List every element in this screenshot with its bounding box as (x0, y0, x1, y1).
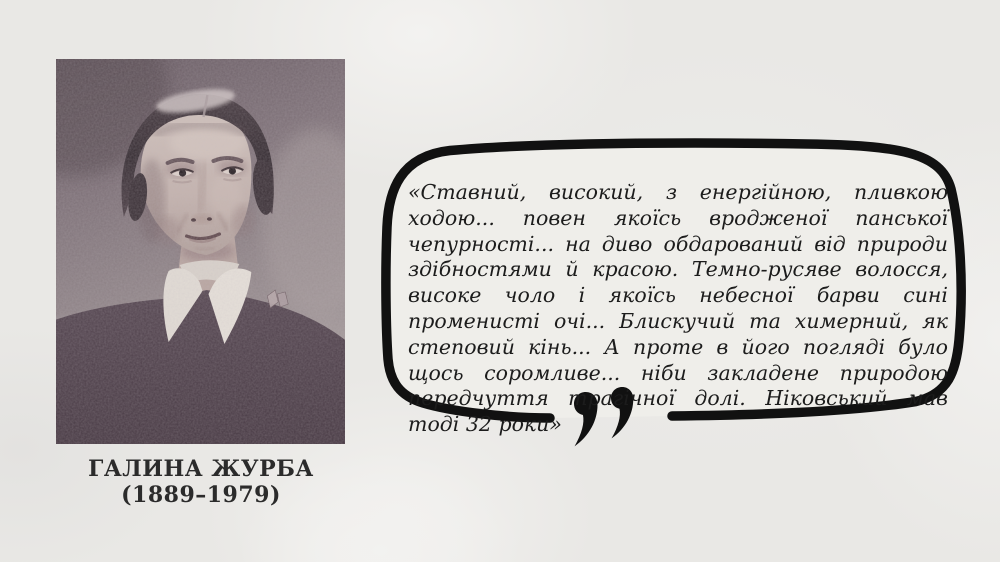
quote-text: «Ставний, високий, з енергійною, пливкою ходою... повен якоїсь вродженої панської чепурності... на диво обдарований від природи здібностями й красою. Темно-русяве волосся, високе чоло і якоїсь небесної барви сині променисті очі... Блискучий та химерний, як степовий кінь... А проте в його погляді було щось соромливе... ніби закладене природою передчуття трагічної долі. Ніковський мав тоді 32 роки» (408, 180, 948, 437)
portrait-caption (40, 456, 362, 508)
portrait-illustration (56, 59, 345, 444)
portrait-photo (56, 59, 345, 444)
caption-name: ГАЛИНА ЖУРБА (88, 456, 314, 482)
caption-years: (1889–1979) (121, 482, 281, 508)
